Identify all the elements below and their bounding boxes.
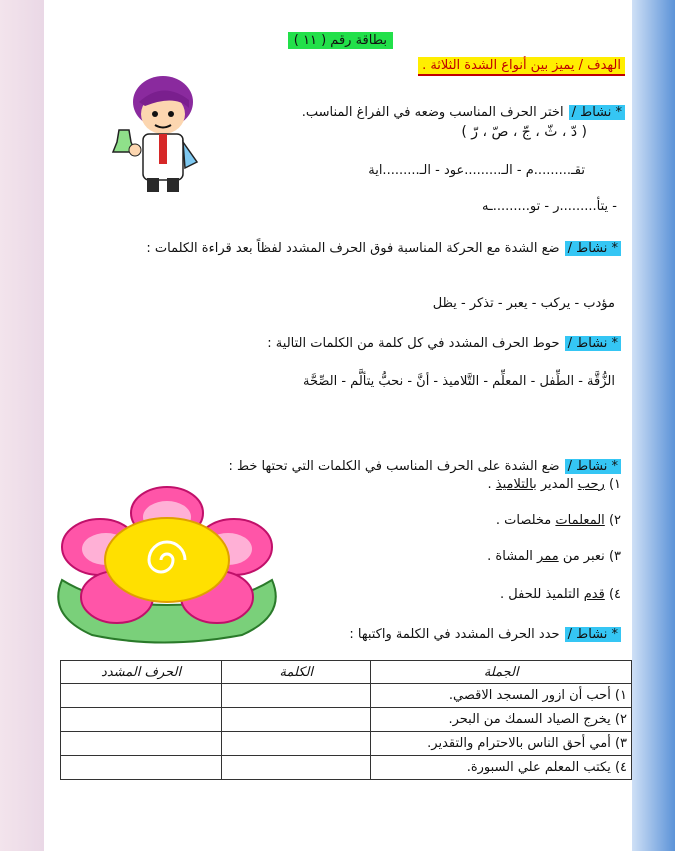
goal-heading: الهدف / يميز بين أنواع الشدة الثلاثة . [418, 57, 625, 76]
header-word: الكلمة [222, 661, 371, 684]
letter-answer-cell[interactable] [61, 732, 222, 756]
activity-tag: * نشاط / [565, 241, 621, 256]
activity2-heading [146, 237, 621, 256]
letter-answer-cell[interactable] [61, 684, 222, 708]
activity4-instruction: ضع الشدة على الحرف المناسب في الكلمات التي تحتها خط : [228, 459, 560, 474]
answer-table [60, 660, 632, 780]
activity4-heading [229, 455, 621, 474]
activity2-words: مؤدب - يركب - يعبر - تذكر - يظل [432, 296, 615, 311]
activity1-line1: تقـ.........م - الـ.........عود - الـ.........اية [368, 163, 585, 178]
activity3-words: الزُّقَّة - الطِّفل - المعلِّم - التَّلاميذ - أنَّ - نحبُّ يتألَّم - الصِّحَّة [303, 374, 615, 389]
table-row [61, 708, 632, 732]
word-answer-cell[interactable] [222, 684, 371, 708]
word-answer-cell[interactable] [222, 708, 371, 732]
card-number-badge: بطاقة رقم ( ١١ ) [288, 32, 393, 49]
letter-answer-cell[interactable] [61, 708, 222, 732]
word-answer-cell[interactable] [222, 756, 371, 780]
activity3-heading [267, 332, 621, 351]
table-row [61, 684, 632, 708]
activity1-instruction: اختر الحرف المناسب وضعه في الفراغ المناسب. [301, 105, 564, 120]
activity3-instruction: حوط الحرف المشدد في كل كلمة من الكلمات التالية : [267, 336, 560, 351]
table-row [61, 756, 632, 780]
activity4-item-3: ٣) نعبر من ممر المشاة . [487, 549, 621, 564]
letter-answer-cell[interactable] [61, 756, 222, 780]
activity-tag: * نشاط / [569, 105, 625, 120]
header-letter: الحرف المشدد [61, 661, 222, 684]
activity4-item-4: ٤) قدم التلميذ للحفل . [500, 587, 621, 602]
activity-tag: * نشاط / [565, 627, 621, 642]
activity4-item-2: ٢) المعلمات مخلصات . [495, 513, 621, 528]
sentence-cell: ١) أحب أن ازور المسجد الاقصي. [371, 684, 632, 708]
activity1-choices: ( دّ ، ثّ ، جّ ، صّ ، رّ ) [461, 124, 587, 140]
sentence-cell: ٣) أمي أحق الناس بالاحترام والتقدير. [371, 732, 632, 756]
flower-image [52, 485, 282, 645]
activity4-item-1: ١) رحب المدير بالتلاميذ . [487, 477, 621, 492]
activity5-heading [349, 623, 621, 642]
activity-tag: * نشاط / [565, 459, 621, 474]
sentence-cell: ٤) يكتب المعلم علي السبورة. [371, 756, 632, 780]
activity-tag: * نشاط / [565, 336, 621, 351]
table-row [61, 732, 632, 756]
activity2-instruction: ضع الشدة مع الحركة المناسبة فوق الحرف المشدد لفظاً بعد قراءة الكلمات : [146, 241, 560, 256]
header-sentence: الجملة [371, 661, 632, 684]
activity1-heading [302, 101, 625, 120]
boy-scientist-image [105, 72, 215, 197]
sentence-cell: ٢) يخرج الصياد السمك من البحر. [371, 708, 632, 732]
activity1-line2: - يتأ.........ر - تو.........ـه [481, 199, 617, 214]
activity5-instruction: حدد الحرف المشدد في الكلمة واكتبها : [349, 627, 560, 642]
table-header-row [61, 661, 632, 684]
word-answer-cell[interactable] [222, 732, 371, 756]
